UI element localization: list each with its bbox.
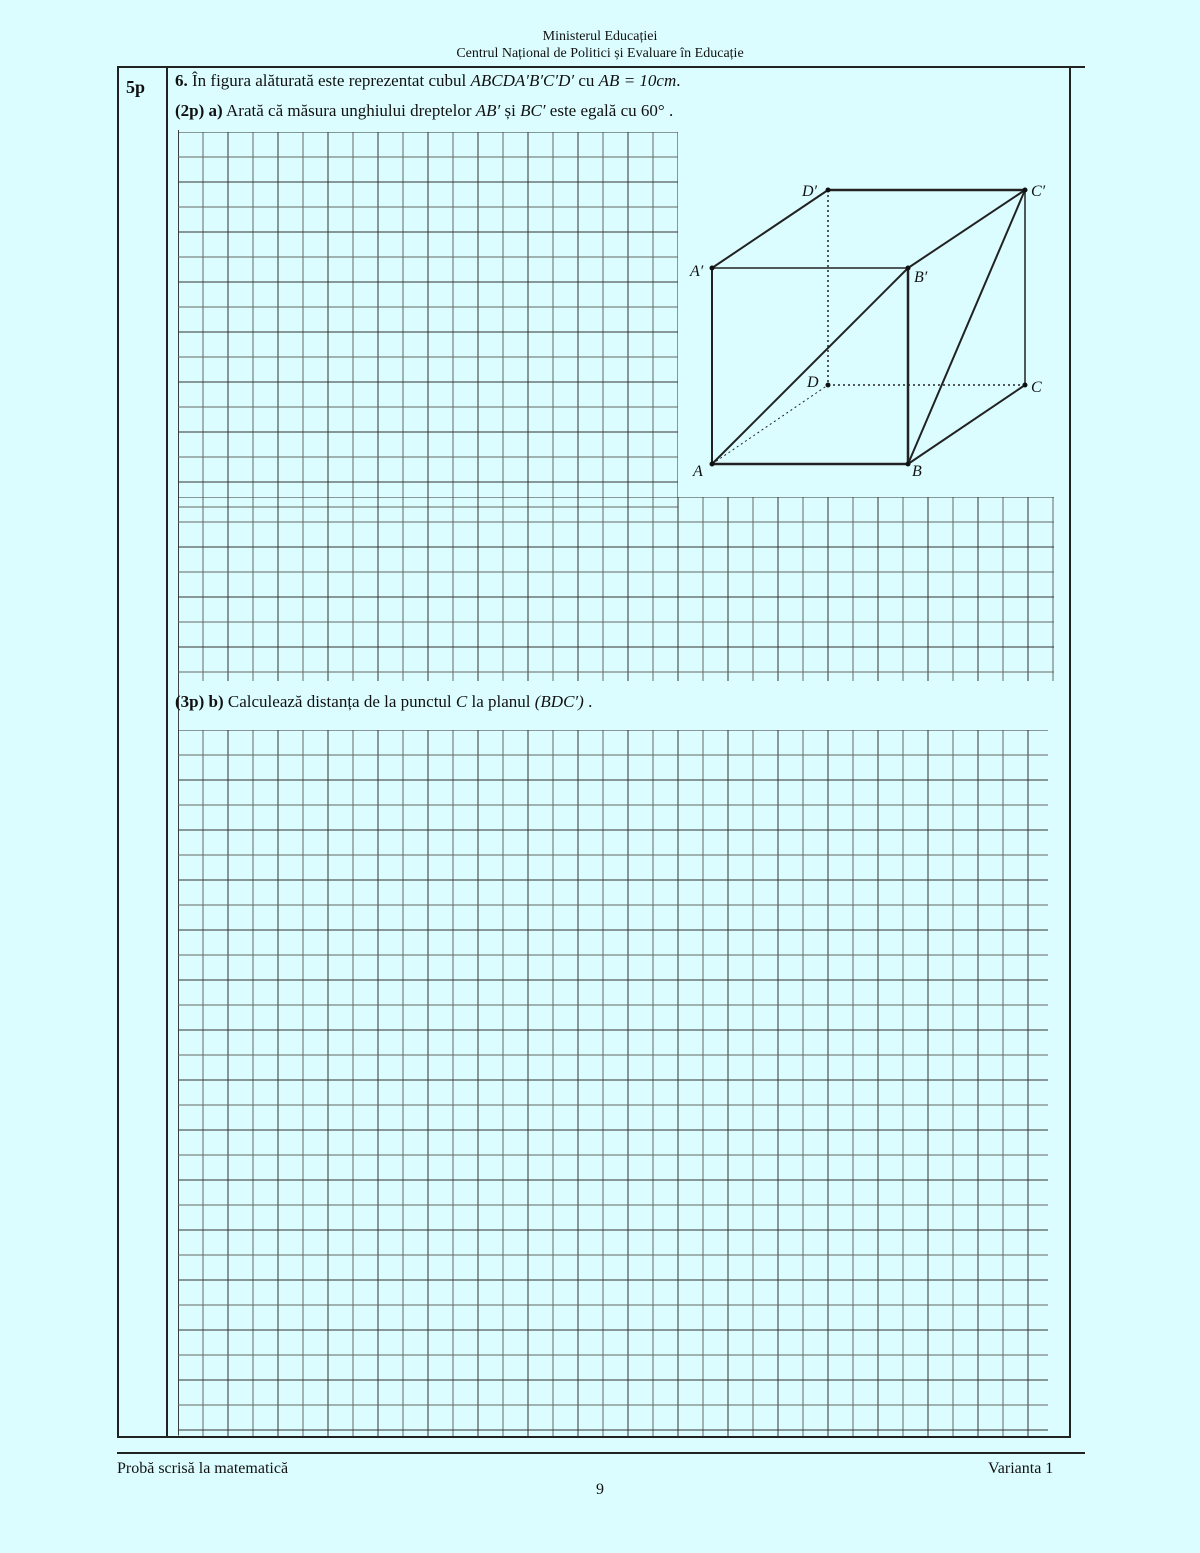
vertex-A <box>710 462 715 467</box>
vertex-D1 <box>826 188 831 193</box>
vertex-C <box>1023 383 1028 388</box>
vertex-C1 <box>1023 188 1028 193</box>
vertex-B1 <box>906 266 911 271</box>
given-length: AB = 10cm <box>598 71 677 90</box>
label-B1: B′ <box>914 269 928 286</box>
footer-exam-name: Probă scrisă la matematică <box>117 1460 289 1477</box>
vertex-D <box>826 383 831 388</box>
problem-number: 6. <box>175 71 188 90</box>
part-b-statement <box>175 692 592 712</box>
page-number: 9 <box>596 1481 604 1498</box>
label-A: A <box>693 463 703 480</box>
vertex-A1 <box>710 266 715 271</box>
part-a-text: Arată că măsura unghiului dreptelor <box>226 101 472 120</box>
answer-grid-b[interactable] <box>178 730 1048 1436</box>
part-a-points: (2p) <box>175 101 205 120</box>
label-D: D <box>807 374 819 391</box>
part-a-conj: și <box>504 101 516 120</box>
problem-points: 5p <box>126 77 146 97</box>
label-A1: A′ <box>690 263 704 280</box>
statement-text: În figura alăturată este reprezentat cubul <box>192 71 467 90</box>
points-column-divider <box>166 66 168 1438</box>
problem-statement <box>175 71 680 91</box>
answer-grid-a-left[interactable] <box>178 132 678 524</box>
part-b-text-mid: la planul <box>471 692 531 711</box>
figure-background <box>680 170 1060 490</box>
label-C1: C′ <box>1031 183 1046 200</box>
footer-rule <box>117 1452 1085 1454</box>
part-a-line1: AB′ <box>475 101 501 120</box>
part-a-text-post: este egală cu <box>549 101 637 120</box>
vertex-B <box>906 462 911 467</box>
part-a-end: . <box>668 101 674 120</box>
statement-mid: cu <box>578 71 595 90</box>
part-a-angle: 60° <box>640 101 665 120</box>
cube-figure <box>680 170 1060 490</box>
header-center: Centrul Național de Politici și Evaluare în Educație <box>456 46 744 61</box>
label-D1: D′ <box>802 183 818 200</box>
part-b-letter: b) <box>208 692 224 711</box>
part-b-points: (3p) <box>175 692 205 711</box>
label-B: B <box>912 463 922 480</box>
part-a-letter: a) <box>208 101 223 120</box>
part-b-text: Calculează distanța de la punctul <box>227 692 452 711</box>
part-a-statement <box>175 101 673 121</box>
cube-name: ABCDA′B′C′D′ <box>470 71 575 90</box>
footer-variant: Varianta 1 <box>988 1460 1054 1477</box>
part-b-end: . <box>588 692 593 711</box>
header-ministry: Ministerul Educației <box>542 29 658 44</box>
part-b-point: C <box>455 692 468 711</box>
answer-grid-a-bottom[interactable] <box>178 497 1054 681</box>
statement-end: . <box>676 71 681 90</box>
label-C: C <box>1031 379 1042 396</box>
part-a-line2: BC′ <box>520 101 546 120</box>
part-b-plane: (BDC′) <box>534 692 584 711</box>
